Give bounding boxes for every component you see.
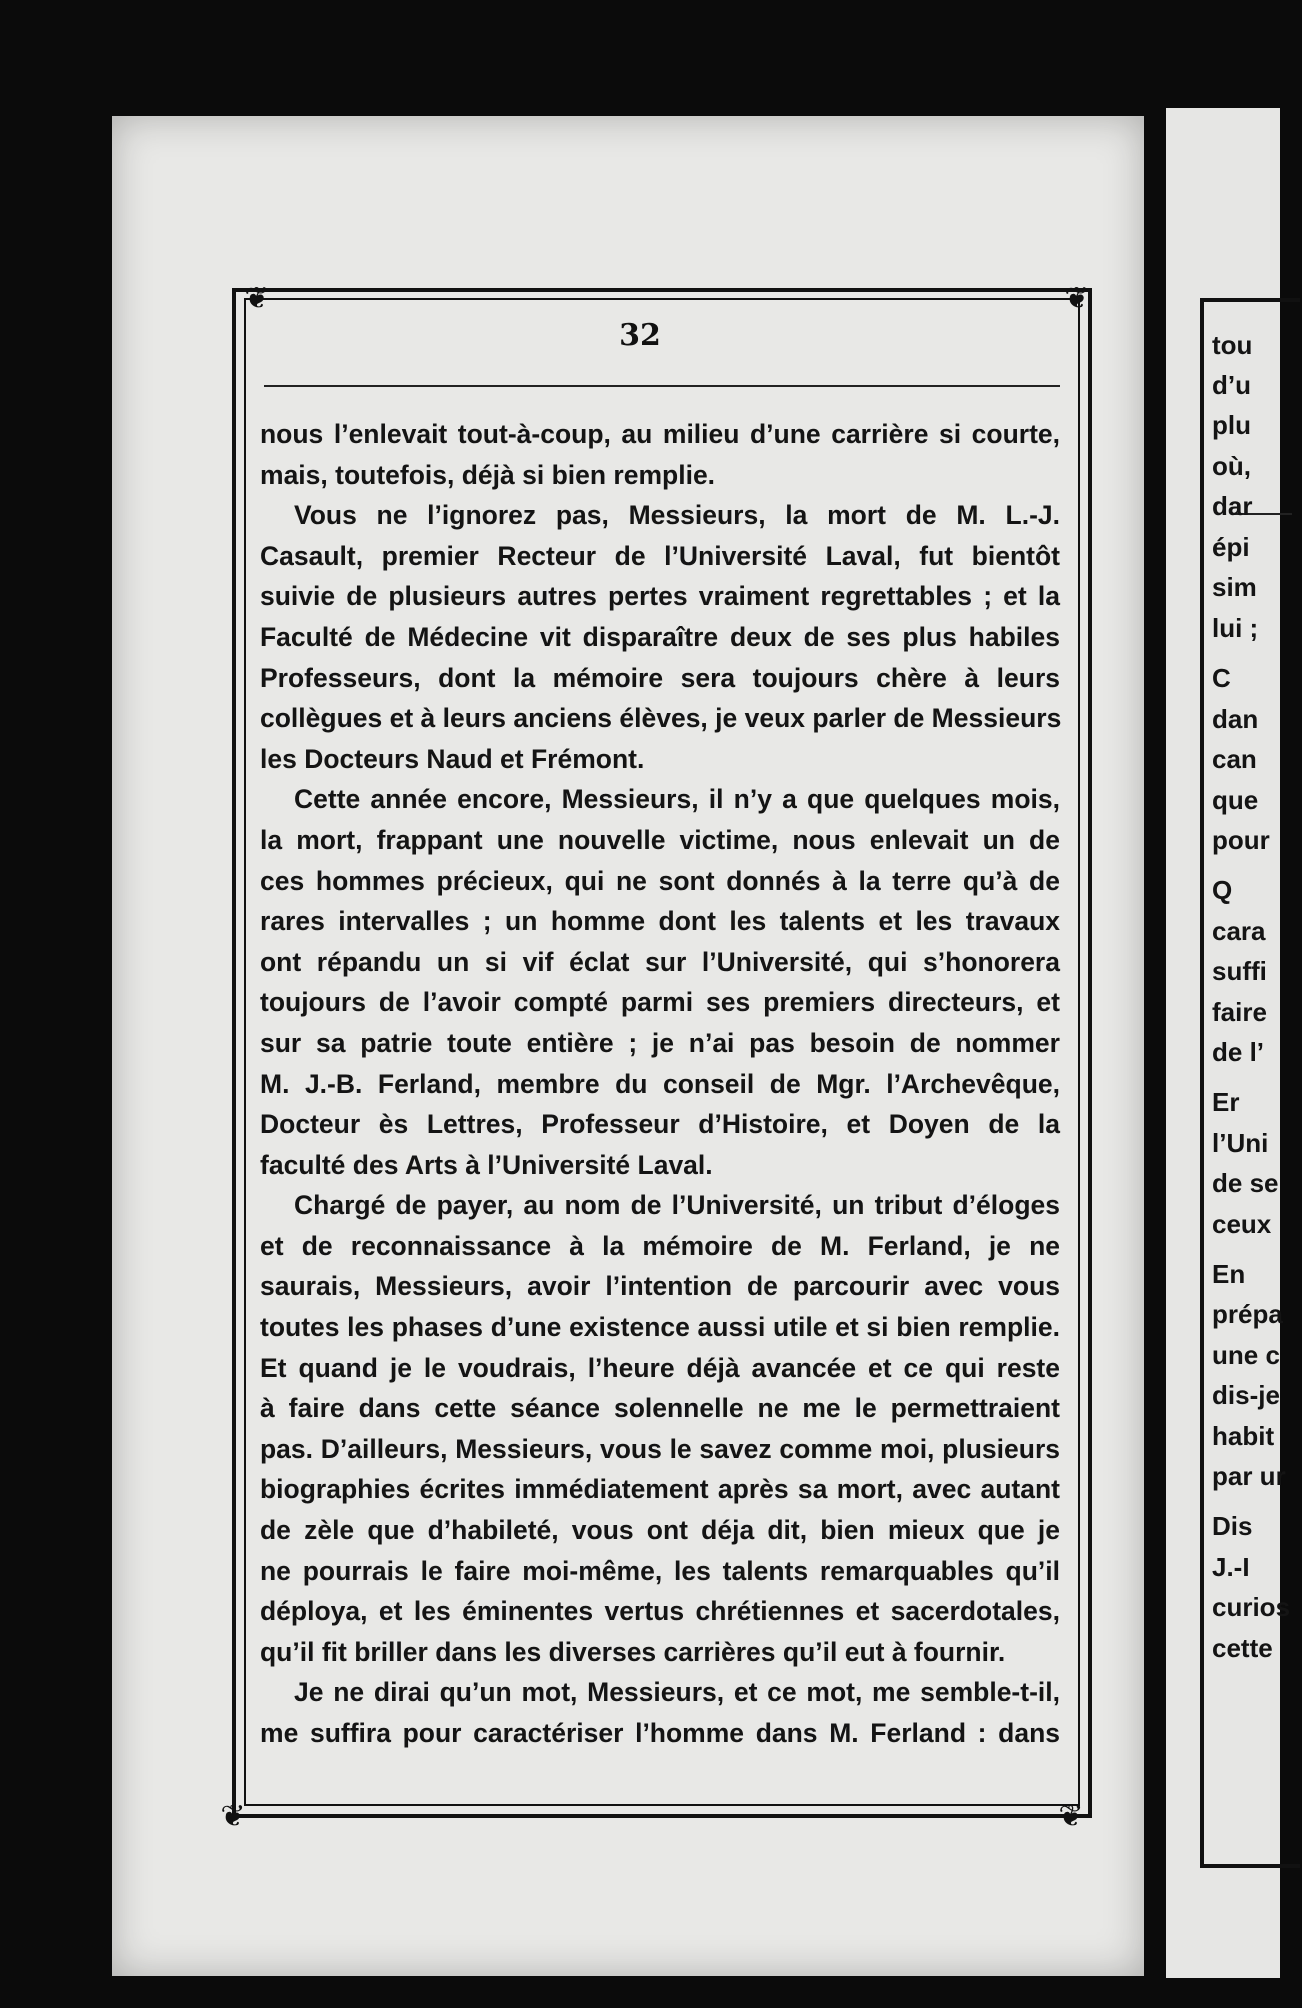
text-line: biographies écrites immédiatement après sa mort, avec autant — [260, 1474, 1060, 1505]
adjacent-text-fragment: dan — [1212, 704, 1259, 734]
text-line: ne pourrais le faire moi-même, les talents remarquables qu’il — [260, 1555, 1060, 1586]
adjacent-text-fragment: épi — [1212, 532, 1250, 562]
adjacent-text-fragment: prépa — [1212, 1299, 1283, 1329]
text-line: Casault, premier Recteur de l’Université Laval, fut bientôt — [260, 540, 1060, 571]
adjacent-text-fragment: dar — [1212, 491, 1253, 521]
text-line: Cette année encore, Messieurs, il n’y a que quelques mois, — [294, 784, 1060, 815]
text-line: toutes les phases d’une existence aussi utile et si bien remplie. — [260, 1312, 1060, 1343]
adjacent-text-fragment: de se — [1212, 1168, 1279, 1198]
adjacent-text-fragment: pour — [1212, 825, 1270, 855]
text-line: me suffira pour caractériser l’homme dans M. Ferland : dans — [260, 1718, 1060, 1748]
adjacent-text-fragment: où, — [1212, 451, 1251, 481]
adjacent-text-fragment: can — [1212, 744, 1257, 774]
text-line: Chargé de payer, au nom de l’Université, un tribut d’éloges — [294, 1190, 1060, 1221]
text-line: de zèle que d’habileté, vous ont déja dit, bien mieux que je — [260, 1515, 1060, 1546]
text-line: la mort, frappant une nouvelle victime, nous enlevait un de — [260, 824, 1060, 855]
adjacent-text-fragment: lui ; — [1212, 613, 1259, 643]
corner-ornament-icon: ❦ — [1064, 281, 1090, 316]
text-line: qu’il fit briller dans les diverses carrières qu’il eut à fournir. — [260, 1636, 1006, 1667]
adjacent-text-fragment: habit — [1212, 1421, 1275, 1451]
adjacent-text-fragment: faire — [1212, 997, 1267, 1027]
adjacent-text-fragment: sim — [1212, 572, 1257, 602]
adjacent-text-fragment: plu — [1212, 410, 1251, 440]
adjacent-text-fragment: cette — [1212, 1633, 1273, 1663]
text-line: Je ne dirai qu’un mot, Messieurs, et ce mot, me semble-t-il, — [294, 1677, 1060, 1708]
text-line: ont répandu un si vif éclat sur l’Université, qui s’honorera — [260, 946, 1060, 977]
adjacent-text-fragment: cara — [1212, 916, 1266, 946]
text-line: et de reconnaissance à la mémoire de M. Ferland, je ne — [260, 1230, 1060, 1261]
adjacent-text-fragment: curios — [1212, 1592, 1291, 1622]
adjacent-text-fragment: une c — [1212, 1340, 1280, 1370]
adjacent-text-fragment: C — [1212, 663, 1231, 693]
adjacent-text-fragment: suffi — [1212, 956, 1267, 986]
text-line: déploya, et les éminentes vertus chrétiennes et sacerdotales, — [260, 1596, 1060, 1627]
adjacent-text-fragment: tou — [1212, 330, 1253, 360]
text-line: rares intervalles ; un homme dont les talents et les travaux — [260, 906, 1060, 937]
text-line: à faire dans cette séance solennelle ne me le permettraient — [260, 1393, 1060, 1424]
adjacent-text-fragment: de l’ — [1212, 1037, 1265, 1067]
adjacent-text-fragment: par ur — [1212, 1461, 1286, 1491]
adjacent-text-fragment: Q — [1212, 875, 1233, 905]
adjacent-text-fragment: que — [1212, 785, 1259, 815]
adjacent-page — [1166, 108, 1291, 1978]
text-line: Vous ne l’ignorez pas, Messieurs, la mort de M. L.-J. — [294, 500, 1060, 531]
body-text — [260, 414, 1060, 1754]
corner-ornament-icon: ❦ — [220, 1799, 246, 1834]
text-line: pas. D’ailleurs, Messieurs, vous le savez comme moi, plusieurs — [260, 1433, 1060, 1464]
header-rule — [264, 385, 1060, 387]
text-line: saurais, Messieurs, avoir l’intention de parcourir avec vous — [260, 1271, 1060, 1302]
adjacent-text-fragment: En — [1212, 1259, 1246, 1289]
adjacent-text-fragment: dis-je — [1212, 1380, 1280, 1410]
text-line: suivie de plusieurs autres pertes vraiment regrettables ; et la — [260, 581, 1060, 612]
text-line: faculté des Arts à l’Université Laval. — [260, 1149, 713, 1180]
text-line: ces hommes précieux, qui ne sont donnés à la terre qu’à de — [260, 865, 1060, 896]
adjacent-text-fragment: Er — [1212, 1087, 1240, 1117]
page-number: 32 — [619, 318, 661, 353]
text-line: Et quand je le voudrais, l’heure déjà avancée et ce qui reste — [260, 1352, 1060, 1383]
text-line: Professeurs, dont la mémoire sera toujours chère à leurs — [260, 662, 1060, 693]
text-line: collègues et à leurs anciens élèves, je veux parler de Messieurs — [260, 703, 1062, 734]
corner-ornament-icon: ❦ — [1058, 1799, 1084, 1834]
adjacent-text-fragment: Dis — [1212, 1511, 1253, 1541]
adjacent-text-fragment: d’u — [1212, 370, 1251, 400]
adjacent-text-fragment: ceux — [1212, 1209, 1272, 1239]
text-line: les Docteurs Naud et Frémont. — [260, 743, 645, 774]
text-line: nous l’enlevait tout-à-coup, au milieu d’une carrière si courte, — [260, 419, 1060, 449]
text-line: mais, toutefois, déjà si bien remplie. — [260, 459, 716, 490]
text-line: sur sa patrie toute entière ; je n’ai pas besoin de nommer — [260, 1027, 1060, 1058]
text-line: M. J.-B. Ferland, membre du conseil de Mgr. l’Archevêque, — [260, 1068, 1060, 1099]
adjacent-text-fragment: J.-I — [1212, 1552, 1250, 1582]
text-line: Docteur ès Lettres, Professeur d’Histoire, et Doyen de la — [260, 1109, 1060, 1140]
corner-ornament-icon: ❦ — [244, 281, 270, 316]
text-line: toujours de l’avoir compté parmi ses premiers directeurs, et — [260, 987, 1060, 1018]
adjacent-text-fragment: l’Uni — [1212, 1128, 1269, 1158]
text-line: Faculté de Médecine vit disparaître deux de ses plus habiles — [260, 621, 1060, 652]
